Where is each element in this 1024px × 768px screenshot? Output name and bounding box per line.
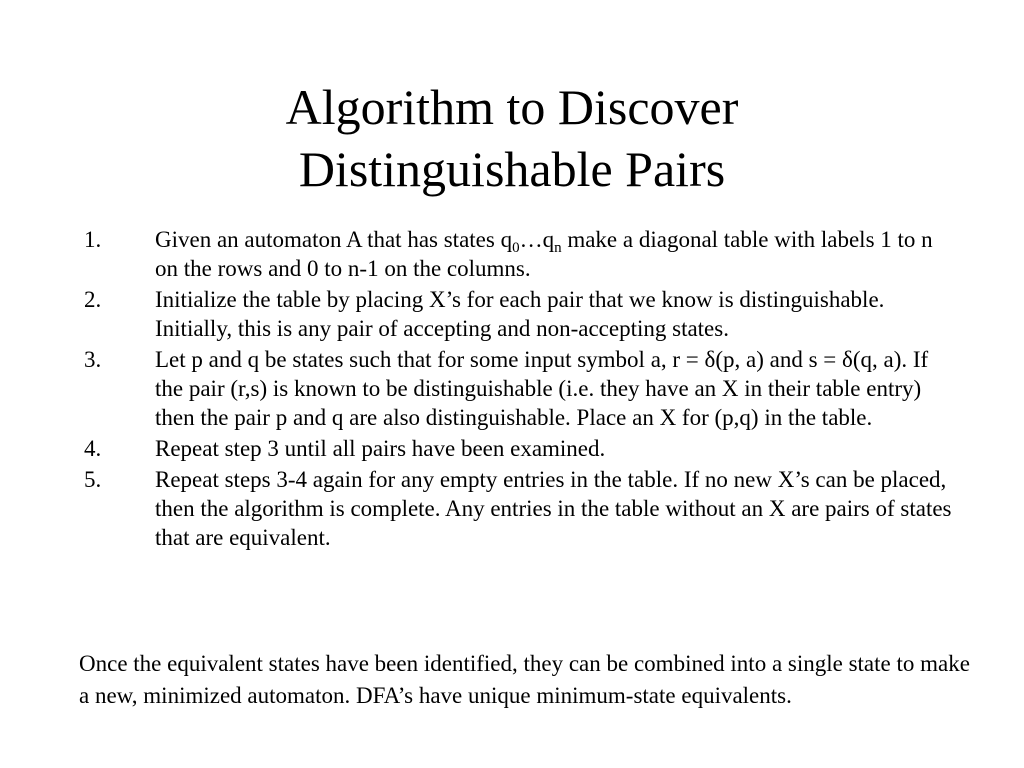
step-text-part: Given an automaton A that has states q xyxy=(155,227,513,252)
step-text-part: …q xyxy=(519,227,555,252)
subscript-n: n xyxy=(554,240,562,256)
step-item-3 xyxy=(84,345,954,432)
step-text: Initialize the table by placing X’s for each pair that we know is distinguishable. Initially, this is any pair of accepting and non-accepting states. xyxy=(155,287,885,341)
step-text: Let p and q be states such that for some input symbol a, r = δ(p, a) and s = δ(q, a). If the pair (r,s) is known to be distinguishable (i.e. they have an X in their table entry) then the pair p and q are also distinguishable. Place an X for (p,q) in the table. xyxy=(155,347,929,430)
step-item-2 xyxy=(84,285,954,343)
summary-paragraph: Once the equivalent states have been identified, they can be combined into a single state to make a new, minimized automaton. DFA’s have unique minimum-state equivalents. xyxy=(79,651,970,708)
slide-title xyxy=(0,76,1024,200)
step-number: 3. xyxy=(84,347,102,372)
step-number: 1. xyxy=(84,227,102,252)
subscript-zero: 0 xyxy=(512,240,520,256)
step-text: Repeat steps 3-4 again for any empty entries in the table. If no new X’s can be placed, then the algorithm is complete. Any entries in the table without an X are pairs of states that are equivalent. xyxy=(155,467,952,550)
step-item-4 xyxy=(84,434,954,463)
step-text: Repeat step 3 until all pairs have been examined. xyxy=(155,436,606,461)
title-line-2: Distinguishable Pairs xyxy=(298,141,726,197)
algorithm-steps-list xyxy=(84,225,954,554)
step-text-part: make a diagonal table with labels 1 to n on the rows and 0 to n-1 on the columns. xyxy=(155,227,933,281)
step-text xyxy=(155,227,933,281)
step-number: 5. xyxy=(84,467,102,492)
step-number: 2. xyxy=(84,287,102,312)
step-item-1 xyxy=(84,225,954,283)
step-number: 4. xyxy=(84,436,102,461)
title-line-1: Algorithm to Discover xyxy=(285,79,739,135)
step-item-5 xyxy=(84,465,954,552)
